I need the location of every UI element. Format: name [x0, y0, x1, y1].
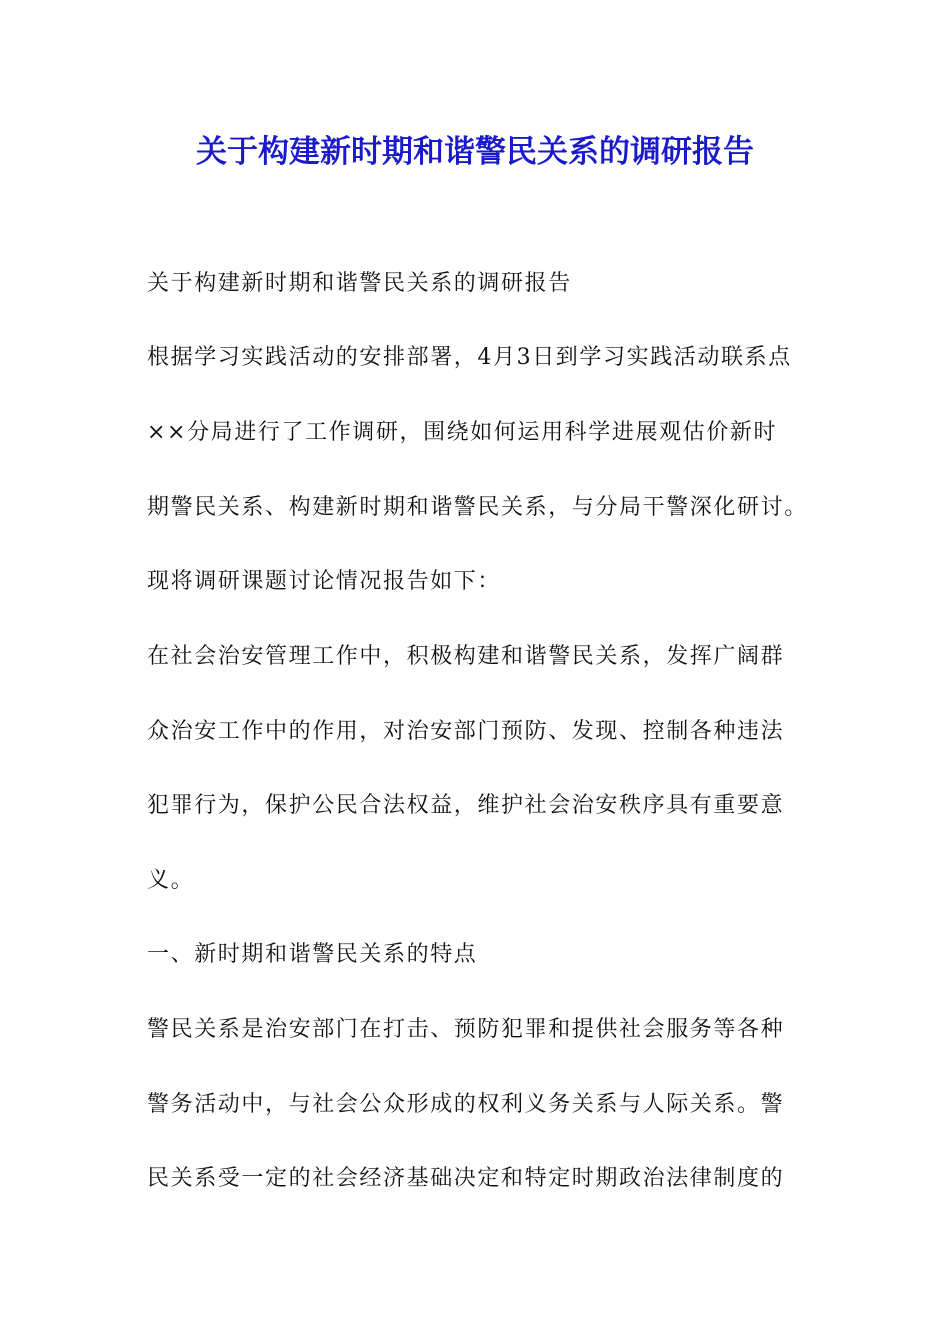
body-line: 民关系受一定的社会经济基础决定和特定时期政治法律制度的 — [147, 1166, 785, 1191]
body-line: 义。 — [147, 868, 195, 893]
body-line: 根据学习实践活动的安排部署，4月3日到学习实践活动联系点 — [147, 345, 792, 370]
body-line: 现将调研课题讨论情况报告如下： — [147, 569, 502, 594]
body-line: ××分局进行了工作调研，围绕如何运用科学进展观估价新时 — [147, 420, 778, 445]
body-line: 在社会治安管理工作中，积极构建和谐警民关系，发挥广阔群 — [147, 644, 785, 669]
body-line: 众治安工作中的作用，对治安部门预防、发现、控制各种违法 — [147, 719, 785, 744]
body-line-subtitle: 关于构建新时期和谐警民关系的调研报告 — [147, 271, 572, 296]
body-line: 期警民关系、构建新时期和谐警民关系，与分局干警深化研讨。 — [147, 495, 808, 520]
body-line: 警务活动中，与社会公众形成的权利义务关系与人际关系。警 — [147, 1092, 785, 1117]
body-line: 犯罪行为，保护公民合法权益，维护社会治安秩序具有重要意 — [147, 793, 785, 818]
section-heading: 一、新时期和谐警民关系的特点 — [147, 942, 478, 967]
body-line: 警民关系是治安部门在打击、预防犯罪和提供社会服务等各种 — [147, 1017, 785, 1042]
document-title: 关于构建新时期和谐警民关系的调研报告 — [196, 134, 754, 170]
